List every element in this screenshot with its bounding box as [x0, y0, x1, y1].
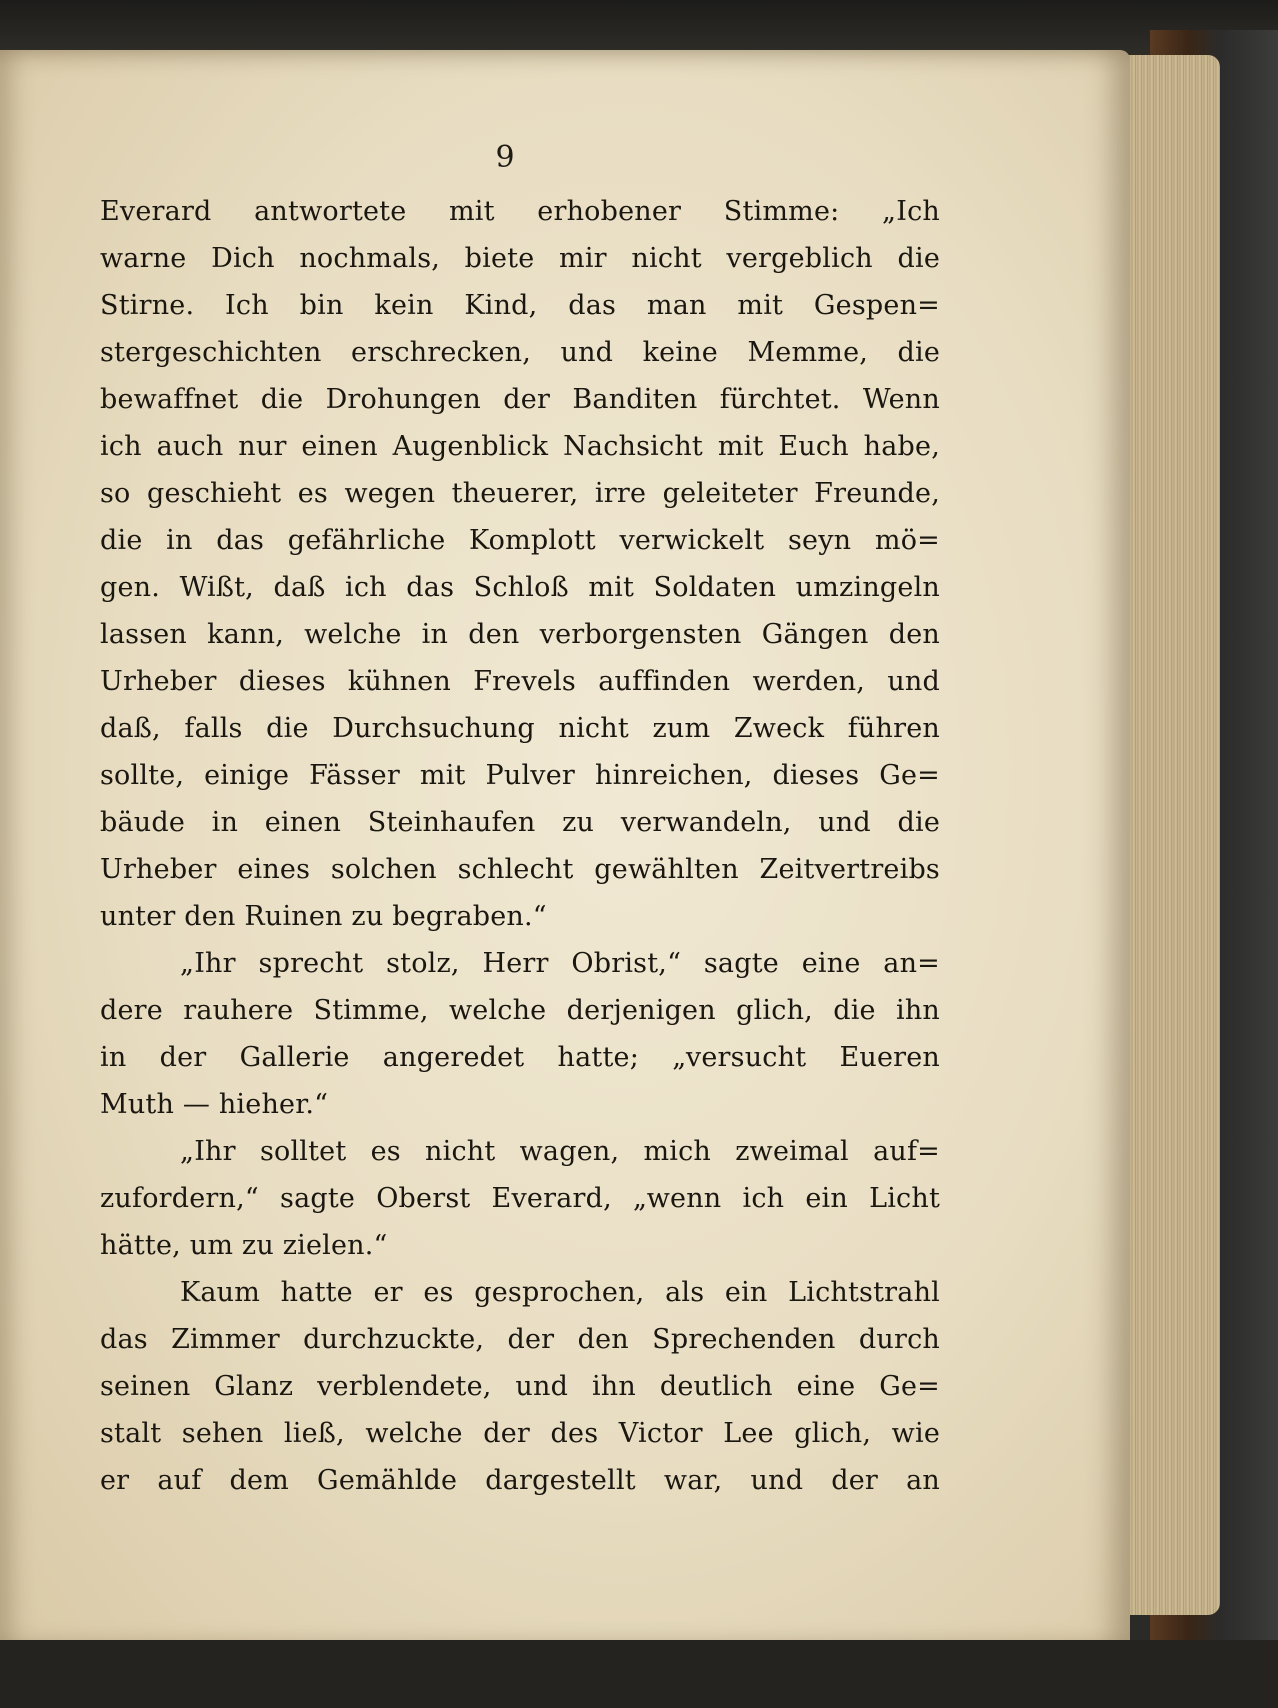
background-shadow — [0, 1640, 1278, 1708]
text-line: die in das gefährliche Komplott verwickelt seyn mö= — [100, 525, 940, 556]
text-line: das Zimmer durchzuckte, der den Sprechenden durch — [100, 1324, 940, 1355]
text-line: Stirne. Ich bin kein Kind, das man mit Gespen= — [100, 290, 940, 321]
text-line: Urheber dieses kühnen Frevels auffinden werden, und — [100, 666, 940, 697]
text-line: stalt sehen ließ, welche der des Victor Lee glich, wie — [100, 1418, 940, 1449]
text-line: gen. Wißt, daß ich das Schloß mit Soldaten umzingeln — [100, 572, 940, 603]
text-line: „Ihr sprecht stolz, Herr Obrist,“ sagte eine an= — [180, 948, 940, 979]
text-line: Urheber eines solchen schlecht gewählten Zeitvertreibs — [100, 854, 940, 885]
text-line: sollte, einige Fässer mit Pulver hinreichen, dieses Ge= — [100, 760, 940, 791]
text-line: Kaum hatte er es gesprochen, als ein Lichtstrahl — [180, 1277, 940, 1308]
text-line: warne Dich nochmals, biete mir nicht vergeblich die — [100, 243, 940, 274]
text-line: zufordern,“ sagte Oberst Everard, „wenn ich ein Licht — [100, 1183, 940, 1214]
text-line: dere rauhere Stimme, welche derjenigen glich, die ihn — [100, 995, 940, 1026]
text-line: er auf dem Gemählde dargestellt war, und der an — [100, 1465, 940, 1496]
text-line: bewaffnet die Drohungen der Banditen fürchtet. Wenn — [100, 384, 940, 415]
text-line: daß, falls die Durchsuchung nicht zum Zweck führen — [100, 713, 940, 744]
text-line: hätte, um zu zielen.“ — [100, 1230, 388, 1261]
text-line: Everard antwortete mit erhobener Stimme: „Ich — [100, 196, 940, 227]
text-line: seinen Glanz verblendete, und ihn deutlich eine Ge= — [100, 1371, 940, 1402]
text-line: bäude in einen Steinhaufen zu verwandeln, und die — [100, 807, 940, 838]
text-line: so geschieht es wegen theuerer, irre geleiteter Freunde, — [100, 478, 940, 509]
text-line: in der Gallerie angeredet hatte; „versucht Eueren — [100, 1042, 940, 1073]
text-line: „Ihr solltet es nicht wagen, mich zweimal auf= — [180, 1136, 940, 1167]
page-number: 9 — [495, 140, 515, 175]
text-line: ich auch nur einen Augenblick Nachsicht mit Euch habe, — [100, 431, 940, 462]
text-line: lassen kann, welche in den verborgensten Gängen den — [100, 619, 940, 650]
page-text — [100, 188, 940, 1504]
text-line: unter den Ruinen zu begraben.“ — [100, 901, 547, 932]
text-line: stergeschichten erschrecken, und keine Memme, die — [100, 337, 940, 368]
text-line: Muth — hieher.“ — [100, 1089, 329, 1120]
